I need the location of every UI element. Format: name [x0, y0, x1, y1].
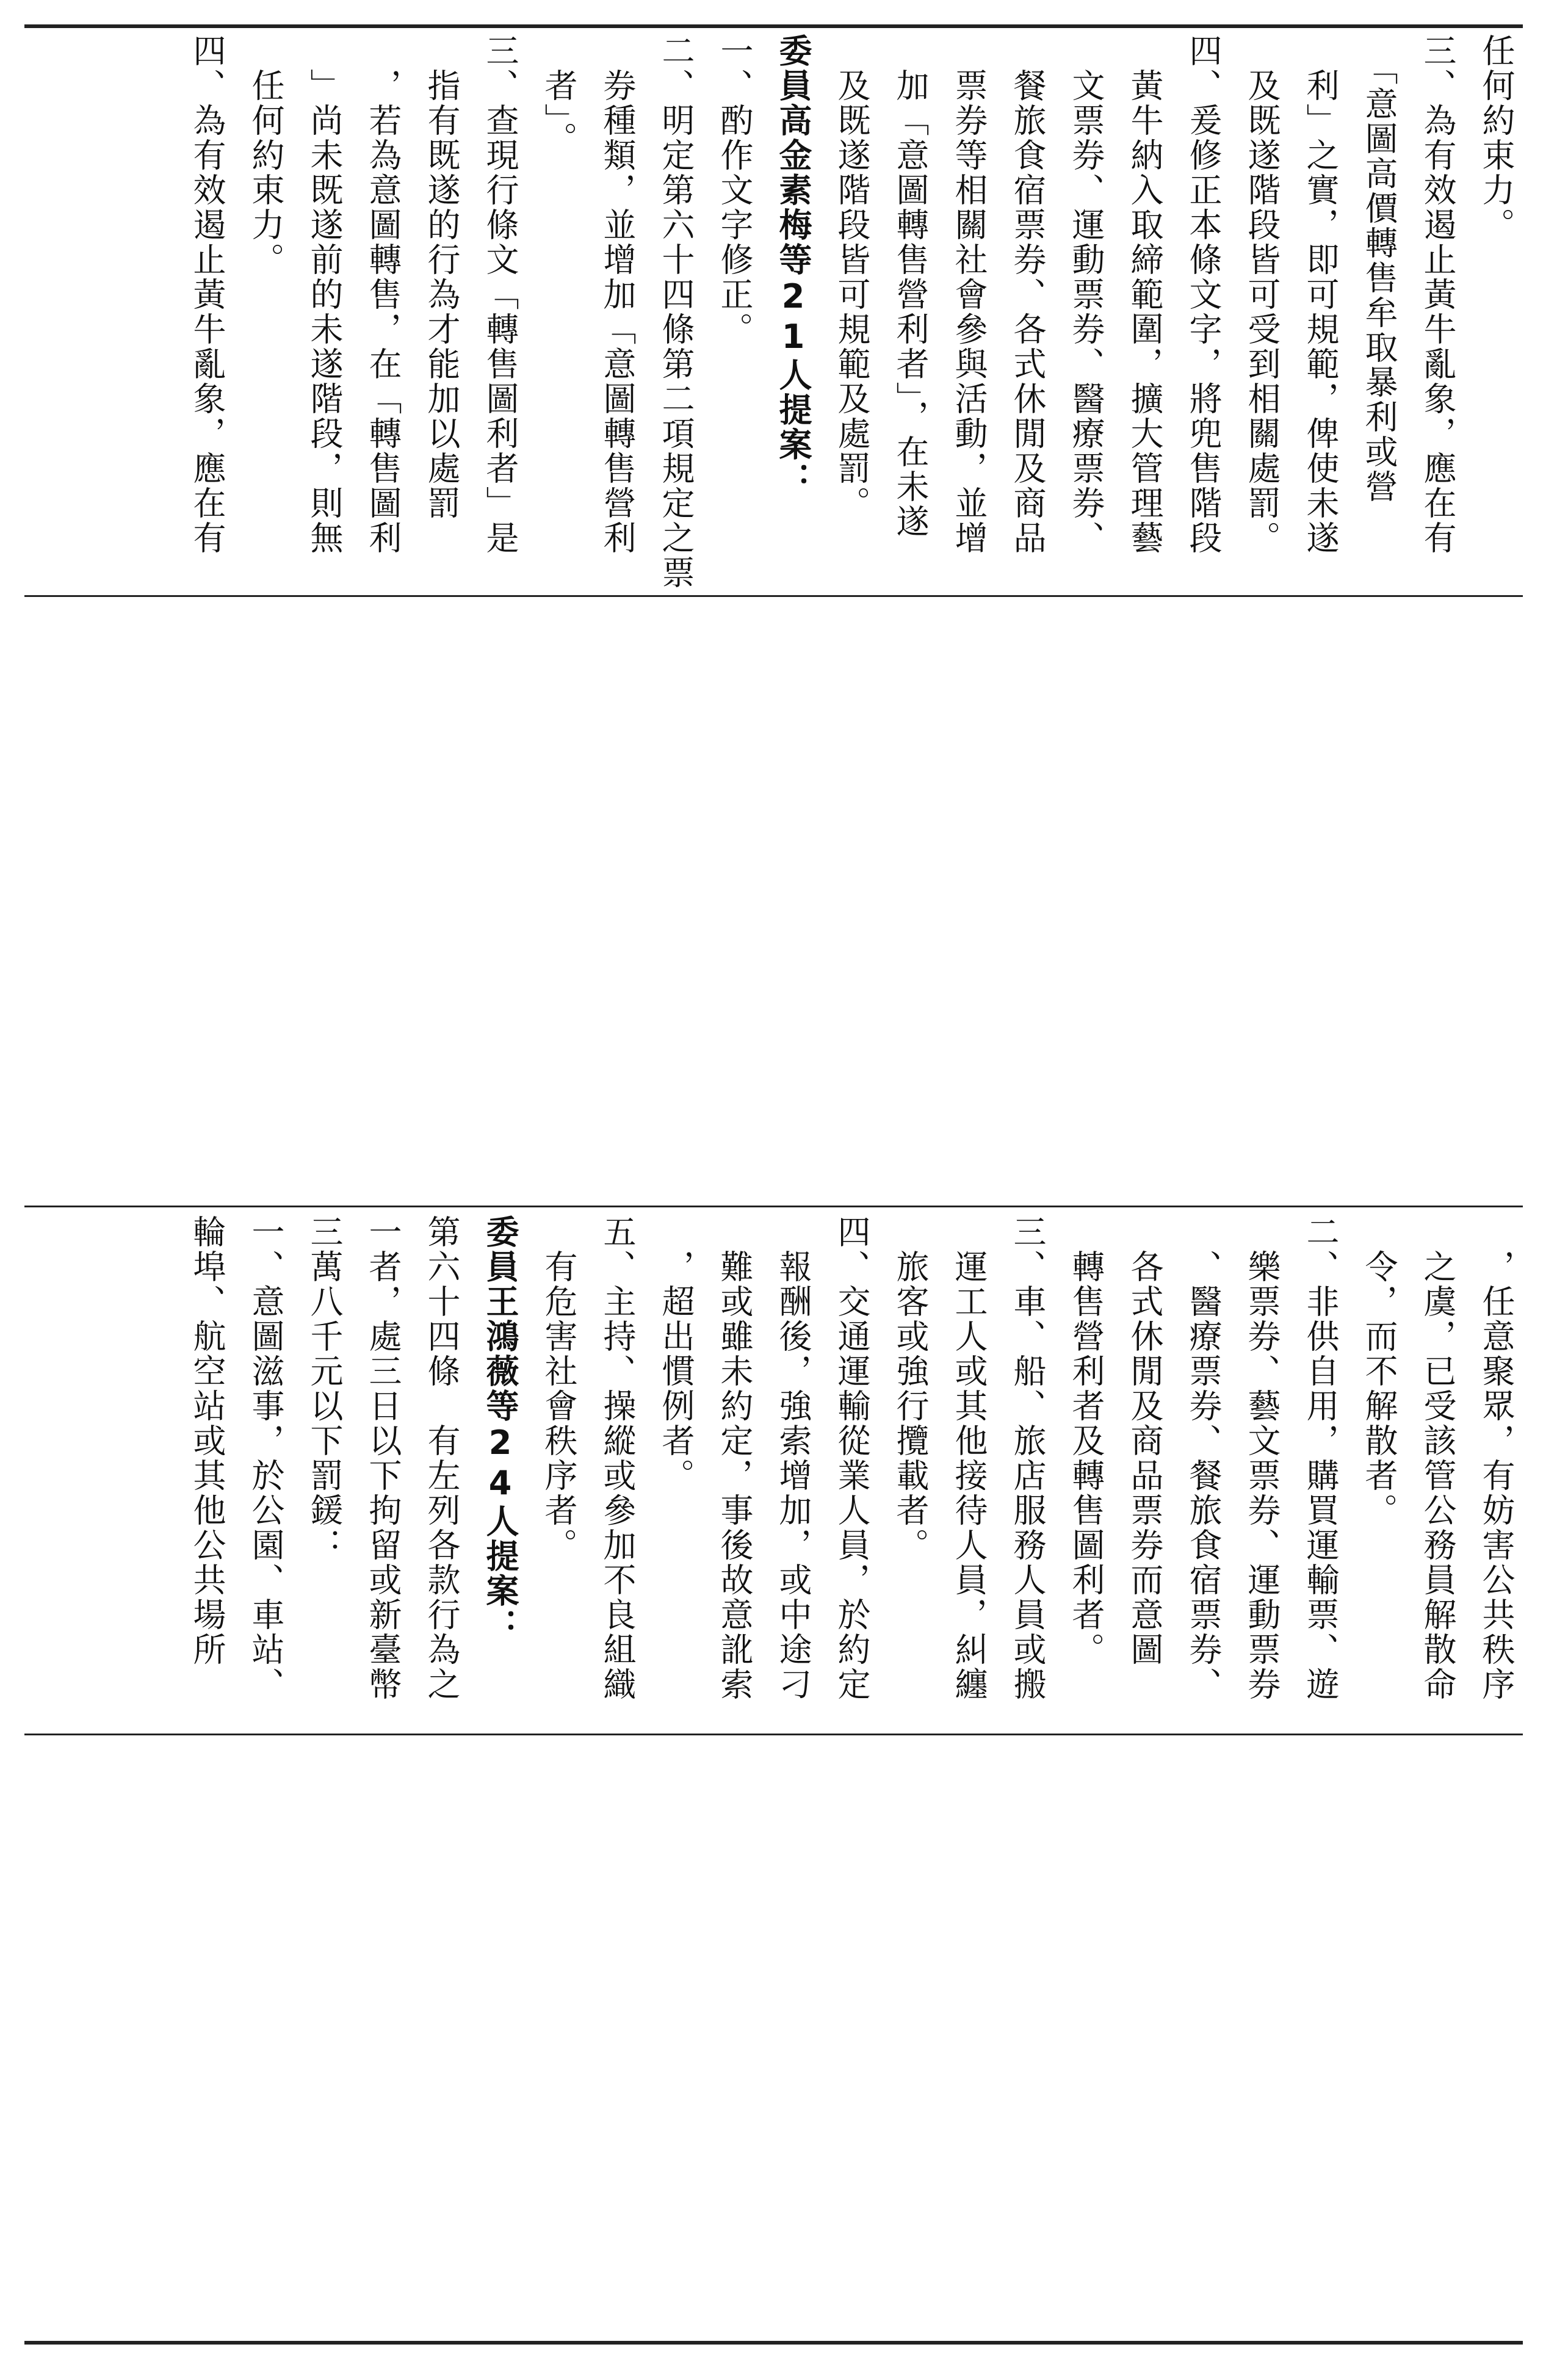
lower-cell-line: 報酬後，強索增加，或中途刁 — [774, 1215, 812, 1702]
upper-cell-line: 票券等相關社會參與活動，並增 — [950, 34, 988, 555]
lower-cell-top-border — [24, 1206, 1523, 1207]
lower-cell-line: 之虞，已受該管公務員解散命 — [1418, 1215, 1457, 1702]
lower-cell-line: ，超出慣例者。 — [657, 1215, 695, 1493]
upper-cell-line: 四、爰修正本條文字，將兜售階段 — [1184, 34, 1223, 555]
lower-cell-line: 轉售營利者及轉售圖利者。 — [1067, 1215, 1105, 1667]
lower-cell-line: 四、交通運輸從業人員，於約定 — [833, 1215, 871, 1702]
lower-cell-line: 三萬八千元以下罰鍰： — [305, 1215, 344, 1563]
lower-cell-line: 第六十四條 有左列各款行為之 — [422, 1215, 461, 1702]
lower-cell-line: 令，而不解散者。 — [1360, 1215, 1398, 1528]
lower-cell-line: 輪埠、航空站或其他公共場所 — [188, 1215, 226, 1667]
lower-cell-line: 委員王鴻薇等24人提案： — [481, 1215, 519, 1643]
upper-cell-line: 指有既遂的行為才能加以處罰 — [422, 34, 461, 521]
upper-cell-line: 委員高金素梅等21人提案： — [774, 34, 812, 497]
upper-cell-line: 餐旅食宿票券、各式休閒及商品 — [1008, 34, 1047, 555]
upper-cell-line: 」尚未既遂前的未遂階段，則無 — [305, 34, 344, 555]
upper-cell-line: 四、為有效遏止黃牛亂象，應在有 — [188, 34, 226, 555]
upper-cell-line: 利」之實，即可規範，俾使未遂 — [1301, 34, 1340, 555]
lower-cell-line: 一、意圖滋事，於公園、車站、 — [247, 1215, 285, 1702]
lower-cell-line: 三、車、船、旅店服務人員或搬 — [1008, 1215, 1047, 1702]
lower-cell-line: 難或雖未約定，事後故意訛索 — [715, 1215, 754, 1702]
upper-cell-line: 文票券、運動票券、醫療票券、 — [1067, 34, 1105, 555]
upper-cell-line: 二、明定第六十四條第二項規定之票 — [657, 34, 695, 590]
lower-cell-text — [178, 1215, 1525, 1727]
upper-cell-line: 加「意圖轉售營利者」，在未遂 — [891, 34, 930, 539]
bottom-border — [24, 2341, 1523, 2345]
upper-cell-line: 三、查現行條文「轉售圖利者」是 — [481, 34, 519, 555]
lower-cell-bottom-border — [24, 1734, 1523, 1735]
upper-cell-line: 任何約束力。 — [1477, 34, 1516, 242]
upper-cell-bottom-border — [24, 595, 1523, 597]
upper-cell-line: 任何約束力。 — [247, 34, 285, 277]
upper-cell-line: ，若為意圖轉售，在「轉售圖利 — [364, 34, 402, 555]
lower-cell-line: 、醫療票券、餐旅食宿票券、 — [1184, 1215, 1223, 1702]
upper-cell-text — [178, 34, 1525, 589]
upper-cell-line: 「意圖高價轉售牟取暴利或營 — [1360, 34, 1398, 504]
upper-cell-line: 及既遂階段皆可受到相關處罰。 — [1243, 34, 1281, 555]
upper-cell-line: 黃牛納入取締範圍，擴大管理藝 — [1125, 34, 1164, 555]
lower-cell-line: 各式休閒及商品票券而意圖 — [1125, 1215, 1164, 1667]
lower-cell-line: 運工人或其他接待人員，糾纏 — [950, 1215, 988, 1702]
lower-cell-line: 一者，處三日以下拘留或新臺幣 — [364, 1215, 402, 1702]
lower-cell-line: 樂票券、藝文票券、運動票券 — [1243, 1215, 1281, 1702]
lower-cell-line: 旅客或強行攬載者。 — [891, 1215, 930, 1563]
top-border — [24, 24, 1523, 28]
lower-cell-line: 有危害社會秩序者。 — [540, 1215, 578, 1563]
upper-cell-line: 券種類，並增加「意圖轉售營利 — [598, 34, 637, 555]
lower-cell-line: 五、主持、操縱或參加不良組織 — [598, 1215, 637, 1702]
upper-cell-line: 及既遂階段皆可規範及處罰。 — [833, 34, 871, 521]
lower-cell-line: 二、非供自用，購買運輸票、遊 — [1301, 1215, 1340, 1702]
upper-cell-line: 一、酌作文字修正。 — [715, 34, 754, 347]
upper-cell-line: 三、為有效遏止黃牛亂象，應在有 — [1418, 34, 1457, 555]
upper-cell-line: 者」。 — [540, 34, 578, 156]
lower-cell-line: ，任意聚眾，有妨害公共秩序 — [1477, 1215, 1516, 1702]
